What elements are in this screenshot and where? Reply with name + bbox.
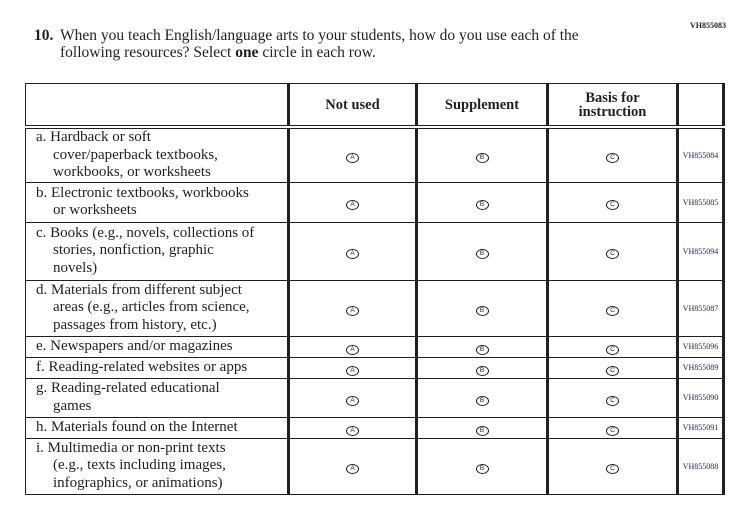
option-cell <box>548 417 678 438</box>
item-label-line: passages from history, etc.) <box>53 316 217 333</box>
item-label <box>26 378 289 417</box>
item-code: VH855085 <box>678 182 724 222</box>
table-row <box>26 378 724 417</box>
option-cell <box>548 336 678 357</box>
item-label <box>26 438 289 494</box>
option-cell <box>417 182 548 222</box>
option-cell <box>548 438 678 494</box>
item-label-line: c. Books (e.g., novels, collections of <box>36 224 255 241</box>
radio-option-b[interactable]: B <box>476 306 489 316</box>
item-code: VH855096 <box>678 336 724 357</box>
item-code: VH855088 <box>678 438 724 494</box>
radio-option-a[interactable]: A <box>346 306 359 316</box>
option-cell <box>289 280 417 336</box>
radio-option-a[interactable]: A <box>346 426 359 436</box>
header-row <box>26 84 724 128</box>
radio-option-c[interactable]: C <box>606 249 619 259</box>
radio-option-a[interactable]: A <box>346 200 359 210</box>
option-cell <box>289 378 417 417</box>
item-label-line: games <box>53 397 92 414</box>
item-code: VH855084 <box>678 127 724 182</box>
option-cell <box>548 280 678 336</box>
option-cell <box>417 357 548 378</box>
option-cell <box>548 357 678 378</box>
radio-option-b[interactable]: B <box>476 153 489 163</box>
item-label-line: d. Materials from different subject <box>36 281 242 298</box>
option-cell <box>417 336 548 357</box>
item-label-line: infographics, or animations) <box>53 474 223 491</box>
option-cell <box>417 280 548 336</box>
option-cell <box>289 336 417 357</box>
header-item <box>26 84 289 128</box>
question-line-2: following resources? Select <box>60 44 236 61</box>
item-label-line: cover/paperback textbooks, <box>53 146 218 163</box>
option-cell <box>289 182 417 222</box>
table-row <box>26 438 724 494</box>
radio-option-a[interactable]: A <box>346 153 359 163</box>
item-label-line: f. Reading-related websites or apps <box>36 358 248 375</box>
radio-option-a[interactable]: A <box>346 249 359 259</box>
radio-option-b[interactable]: B <box>476 426 489 436</box>
option-cell <box>289 357 417 378</box>
option-cell <box>289 222 417 280</box>
item-code: VH855090 <box>678 378 724 417</box>
table-row <box>26 222 724 280</box>
radio-option-a[interactable]: A <box>346 345 359 355</box>
item-label-line: a. Hardback or soft <box>36 129 151 145</box>
item-label <box>26 280 289 336</box>
radio-option-c[interactable]: C <box>606 200 619 210</box>
item-label <box>26 127 289 182</box>
item-code: VH855091 <box>678 417 724 438</box>
question-line-1: When you teach English/language arts to your students, how do you use each of the <box>60 27 579 44</box>
radio-option-b[interactable]: B <box>476 464 489 474</box>
radio-option-c[interactable]: C <box>606 464 619 474</box>
option-cell <box>548 378 678 417</box>
table-row <box>26 182 724 222</box>
item-label <box>26 222 289 280</box>
item-label <box>26 417 289 438</box>
radio-option-a[interactable]: A <box>346 464 359 474</box>
question-line-2-end: circle in each row. <box>258 44 376 61</box>
item-code: VH855094 <box>678 222 724 280</box>
radio-option-a[interactable]: A <box>346 366 359 376</box>
item-label-line: workbooks, or worksheets <box>53 164 211 180</box>
item-label-line: stories, nonfiction, graphic <box>53 242 214 259</box>
radio-option-b[interactable]: B <box>476 366 489 376</box>
radio-option-c[interactable]: C <box>606 153 619 163</box>
question-emphasis: one <box>235 44 259 61</box>
response-grid <box>25 83 725 495</box>
question-text <box>34 27 579 61</box>
option-cell <box>417 127 548 182</box>
radio-option-c[interactable]: C <box>606 426 619 436</box>
item-code: VH855087 <box>678 280 724 336</box>
item-label <box>26 182 289 222</box>
item-label-line: g. Reading-related educational <box>36 380 220 396</box>
radio-option-c[interactable]: C <box>606 345 619 355</box>
item-code: VH855089 <box>678 357 724 378</box>
question-id: VH855083 <box>690 21 726 30</box>
radio-option-c[interactable]: C <box>606 366 619 376</box>
option-cell <box>548 222 678 280</box>
item-label <box>26 336 289 357</box>
option-cell <box>289 417 417 438</box>
table-row <box>26 357 724 378</box>
radio-option-b[interactable]: B <box>476 249 489 259</box>
radio-option-c[interactable]: C <box>606 396 619 406</box>
option-cell <box>417 378 548 417</box>
item-label <box>26 357 289 378</box>
option-cell <box>548 182 678 222</box>
option-cell <box>417 222 548 280</box>
header-basis-label: Basis for instruction <box>578 89 647 120</box>
option-cell <box>289 438 417 494</box>
question-number: 10. <box>34 27 54 44</box>
item-label-line: e. Newspapers and/or magazines <box>36 337 233 354</box>
radio-option-b[interactable]: B <box>476 396 489 406</box>
option-cell <box>417 438 548 494</box>
header-not-used: Not used <box>289 84 417 128</box>
radio-option-c[interactable]: C <box>606 306 619 316</box>
option-cell <box>548 127 678 182</box>
table-row <box>26 127 724 182</box>
radio-option-b[interactable]: B <box>476 200 489 210</box>
item-label-line: i. Multimedia or non-print texts <box>36 439 226 456</box>
item-label-line: h. Materials found on the Internet <box>36 418 238 435</box>
header-code <box>678 84 724 128</box>
header-supplement: Supplement <box>417 84 548 128</box>
radio-option-a[interactable]: A <box>346 396 359 406</box>
item-label-line: novels) <box>53 259 98 276</box>
table-row <box>26 336 724 357</box>
table-row <box>26 280 724 336</box>
item-label-line: areas (e.g., articles from science, <box>53 299 250 316</box>
radio-option-b[interactable]: B <box>476 345 489 355</box>
item-label-line: (e.g., texts including images, <box>53 457 226 474</box>
option-cell <box>289 127 417 182</box>
item-label-line: or worksheets <box>53 202 137 218</box>
option-cell <box>417 417 548 438</box>
header-basis <box>548 84 678 128</box>
item-label-line: b. Electronic textbooks, workbooks <box>36 184 249 201</box>
table-row <box>26 417 724 438</box>
